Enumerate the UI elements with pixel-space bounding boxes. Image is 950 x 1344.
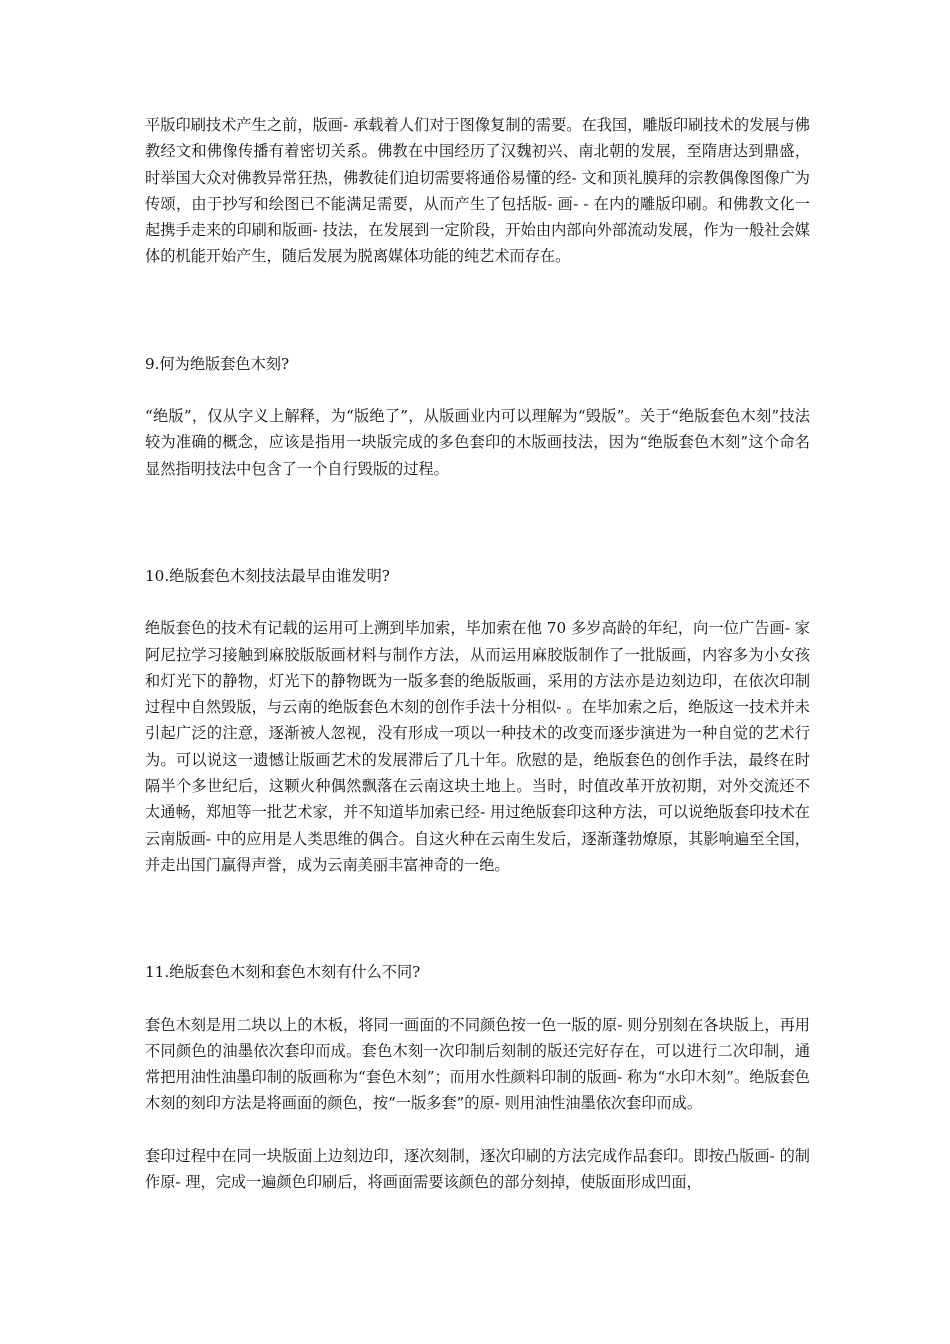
question-11-heading: 11.绝版套色木刻和套色木刻有什么不同?: [145, 963, 421, 982]
question-9-heading: 9.何为绝版套色木刻?: [145, 354, 290, 373]
intro-paragraph: 平版印刷技术产生之前，版画- 承载着人们对于图像复制的需要。在我国，雕版印刷技术的发展与佛教经文和佛像传播有着密切关系。佛教在中国经历了汉魏初兴、南北朝的发展，至隋唐达到鼎盛，时举国大众对佛教异常狂热，佛教徒们迫切需要将通俗易懂的经- 文和顶礼膜拜的宗教偶像图像广为传颂，由于抄写和绘图已不能满足需要，从而产生了包括版- 画- - 在内的雕版印刷。和佛教文化一起携手走来的印刷和版画- 技法，在发展到一定阶段，开始由内部向外部流动发展，作为一般社会媒体的机能开始产生，随后发展为脱离媒体功能的纯艺术而存在。: [145, 116, 810, 266]
question-10-answer: 绝版套色的技术有记载的运用可上溯到毕加索，毕加索在他 70 多岁高龄的年纪，向一位广告画- 家阿尼拉学习接触到麻胶版版画材料与制作方法，从而运用麻胶版制作了一批版画，内容多为小女孩和灯光下的静物，灯光下的静物既为一版多套的绝版版画，采用的方法亦是边刻边印，在依次印制过程中自然毁版，与云南的绝版套色木刻的创作手法十分相似- 。在毕加索之后，绝版这一技术并未引起广泛的注意，逐渐被人忽视，没有形成一项以一种技术的改变而逐步演进为一种自觉的艺术行为。可以说这一遗憾让版画艺术的发展滞后了几十年。欣慰的是，绝版套色的创作手法，最终在时隔半个多世纪后，这颗火种偶然飘落在云南这块土地上。当时，时值改革开放初期，对外交流还不太通畅，郑旭等一批艺术家，并不知道毕加索已经- 用过绝版套印这种方法，可以说绝版套印技术在云南版画- 中的应用是人类思维的偶合。自这火种在云南生发后，逐渐蓬勃燎原，其影响遍至全国，并走出国门赢得声誉，成为云南美丽丰富神奇的一绝。: [145, 619, 810, 874]
question-10-heading: 10.绝版套色木刻技法最早由谁发明?: [145, 566, 390, 585]
document-page: [145, 112, 810, 1195]
question-11-answer-part-1: 套色木刻是用二块以上的木板，将同一画面的不同颜色按一色一版的原- 则分别刻在各块版上，再用不同颜色的油墨依次套印而成。套色木刻一次印制后刻制的版还完好存在，可以进行二次印制，通常把用油性油墨印制的版画称为“套色木刻”；而用水性颜料印制的版画- 称为“水印木刻”。绝版套色木刻的刻印方法是将画面的颜色，按“一版多套”的原- 则用油性油墨依次套印而成。: [145, 1015, 810, 1113]
question-11-answer-part-2: 套印过程中在同一块版面上边刻边印，逐次刻制，逐次印刷的方法完成作品套印。即按凸版画- 的制作原- 理，完成一遍颜色印刷后，将画面需要该颜色的部分刻掉，使版面形成凹面，: [145, 1146, 810, 1192]
question-9-answer: “绝版”，仅从字义上解释，为“版绝了”，从版画业内可以理解为“毁版”。关于“绝版套色木刻”技法较为准确的概念，应该是指用一块版完成的多色套印的木版画技法，因为“绝版套色木刻”这个命名显然指明技法中包含了一个自行毁版的过程。: [145, 407, 810, 478]
